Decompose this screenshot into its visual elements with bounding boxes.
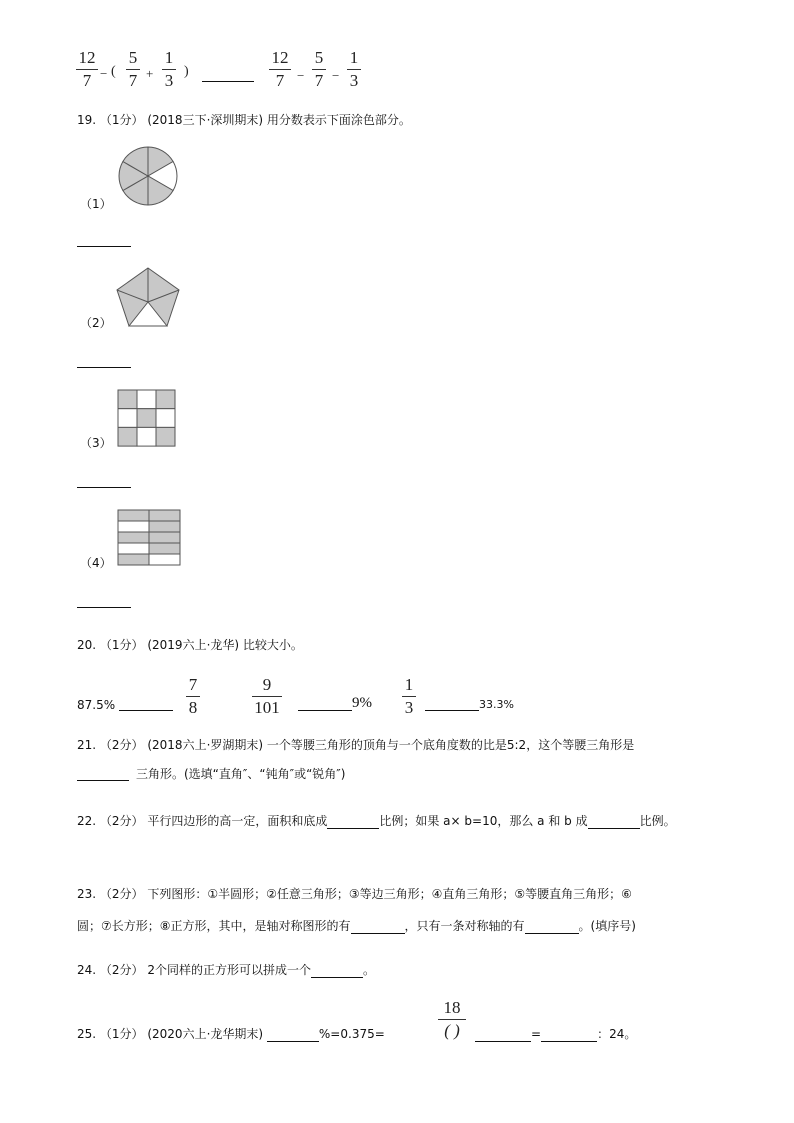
question-21-line2: 三角形。(选填“直角″、“钝角″或“锐角″) xyxy=(136,767,346,781)
minus-sign: − xyxy=(332,68,340,83)
question-23-line1: 23. （2分） 下列图形：①半圆形；②任意三角形；③等边三角形；④直角三角形；⑤等腰直角三角形；⑥ xyxy=(77,887,632,901)
shaded-pentagon-figure xyxy=(115,266,181,328)
sub-label-2: （2） xyxy=(80,316,112,330)
answer-blank[interactable] xyxy=(525,921,579,934)
fraction-12-7-right: 12 7 xyxy=(269,48,291,91)
answer-blank[interactable] xyxy=(541,1029,597,1042)
fraction-1-3-compare: 1 3 xyxy=(402,675,416,718)
answer-blank[interactable] xyxy=(425,710,479,711)
question-25-text: 25. （1分） (2020六上·龙华期末) %=0.375= xyxy=(77,1027,385,1041)
shaded-grid-figure xyxy=(117,389,177,447)
left-paren: ( xyxy=(111,64,116,79)
minus-sign: − xyxy=(100,66,108,81)
question-22-text xyxy=(77,813,676,829)
answer-blank[interactable] xyxy=(298,710,352,711)
fraction-9-101: 9 101 xyxy=(252,675,282,718)
question-22-part1: 22. （2分） 平行四边形的高一定，面积和底成 xyxy=(77,814,328,828)
question-22-part3: 比例。 xyxy=(639,814,676,828)
fraction-1-3: 1 3 xyxy=(162,48,176,91)
answer-blank[interactable] xyxy=(311,965,363,978)
fraction-12-7: 12 7 xyxy=(76,48,98,91)
fraction-5-7-right: 5 7 xyxy=(312,48,326,91)
sub-label-3: （3） xyxy=(80,436,112,450)
answer-blank[interactable] xyxy=(77,487,131,488)
value-9-percent: 9% xyxy=(352,695,372,711)
question-21-line1: 21. （2分） (2018六上·罗湖期末) 一个等腰三角形的顶角与一个底角度数的比是5:2，这个等腰三角形是 xyxy=(77,738,635,752)
answer-blank[interactable] xyxy=(267,1029,319,1042)
fraction-7-8: 7 8 xyxy=(186,675,200,718)
question-20-text: 20. （1分） (2019六上·龙华) 比较大小。 xyxy=(77,638,303,652)
answer-blank[interactable] xyxy=(77,246,131,247)
sub-label-4: （4） xyxy=(80,556,112,570)
fraction-18-blank: 18 ( ) xyxy=(438,998,466,1041)
answer-blank[interactable] xyxy=(588,816,640,829)
answer-blank[interactable] xyxy=(77,780,129,781)
sub-label-1: （1） xyxy=(80,197,112,211)
plus-sign: + xyxy=(146,66,154,81)
right-paren: ) xyxy=(184,64,189,79)
question-23-line2: 圆；⑦长方形；⑧正方形，其中，是轴对称图形的有 ，只有一条对称轴的有 。(填序号) xyxy=(77,919,636,933)
answer-blank[interactable] xyxy=(351,921,405,934)
minus-sign: − xyxy=(297,68,305,83)
question-25-tail: = ：24。 xyxy=(475,1026,636,1042)
shaded-strips-figure xyxy=(117,509,181,567)
answer-blank[interactable] xyxy=(77,367,131,368)
answer-blank[interactable] xyxy=(475,1029,531,1042)
question-19-text: 19. （1分） (2018三下·深圳期末) 用分数表示下面涂色部分。 xyxy=(77,113,411,127)
fraction-5-7: 5 7 xyxy=(126,48,140,91)
shaded-circle-figure xyxy=(117,145,179,207)
answer-blank[interactable] xyxy=(327,816,379,829)
value-87-5-percent: 87.5% xyxy=(77,698,116,712)
answer-blank[interactable] xyxy=(77,607,131,608)
question-24-text: 24. （2分） 2个同样的正方形可以拼成一个 。 xyxy=(77,963,375,977)
answer-blank[interactable] xyxy=(119,710,173,711)
fraction-1-3-right: 1 3 xyxy=(347,48,361,91)
value-33-3-percent: 33.3% xyxy=(479,698,514,711)
answer-blank[interactable] xyxy=(202,81,254,82)
question-22-part2: 比例；如果 a× b=10，那么 a 和 b 成 xyxy=(379,814,588,828)
